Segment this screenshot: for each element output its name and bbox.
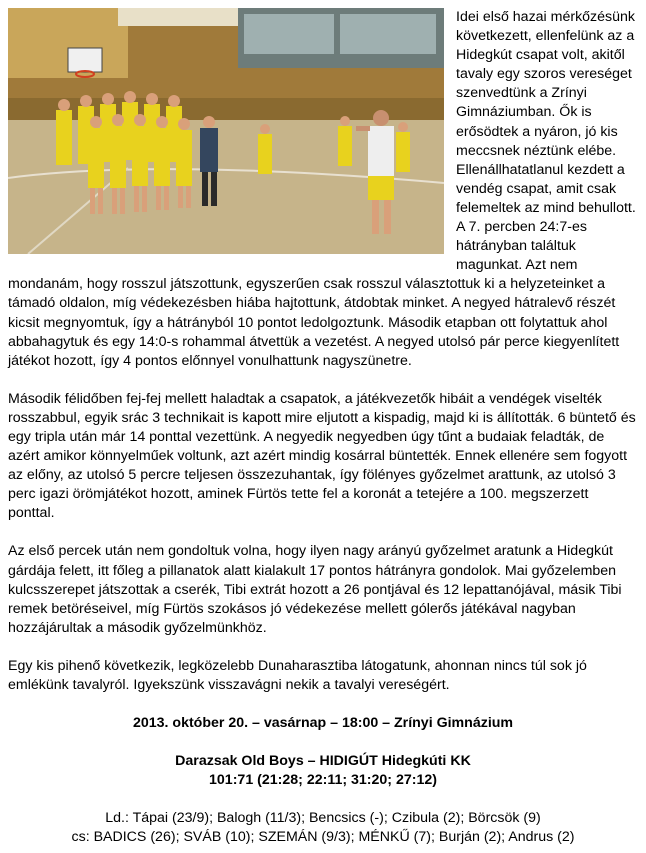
paragraph-4: Egy kis pihenő következik, legközelebb Dunaharasztiba látogatunk, ahonnan nincs túl sok jó emlékünk tavalyról. Igyekszünk visszavágni nekik a tavalyi vereségért. (8, 657, 587, 693)
paragraph-1: Idei első hazai mérkőzésünk következett, ellenfelünk az a Hidegkút csapat volt, akitől tavaly egy szoros vereséget szenvedtünk a Zrínyi Gimnáziumban. Ők is erősödtek a nyáron, jó kis meccsnek néztünk elébe. Ellenállhatatlanul kezdett a vendég csapat, amit csak felemeltek az mind behullott. A 7. percben 24:7-es hátrányban találtuk magunkat. Azt nem mondanám, hogy rosszul játszottunk, egyszerűen csak rosszul választottuk ki a helyzeteinket a támadó oldalon, míg védekezésben hiába hajtottunk, átdobtak minket. A negyed hátralevő részét kicsit megnyomtuk, így a hátrányból 10 pontot ledolgoztunk. Második etapban ott folytattuk ahol abbahagytuk és egy 14:0-s rohammal átvettük a vezetést. A negyed utolsó pár perce kiegyenlített játékot hozott, így 4 pontos előnnyel vonulhattunk nagyszünetre. (8, 9, 636, 369)
match-score: 101:71 (21:28; 22:11; 31:20; 27:12) (209, 772, 437, 789)
roster-starters: Ld.: Tápai (23/9); Balogh (11/3); Bencsics (-); Czibula (2); Börcsök (9) (105, 810, 541, 827)
roster-bench: cs: BADICS (26); SVÁB (10); SZEMÁN (9/3); MÉNKŰ (7); Burján (2); Andrus (2) (71, 829, 575, 846)
team-photo-illustration (8, 8, 444, 254)
match-date-line: 2013. október 20. – vasárnap – 18:00 – Zrínyi Gimnázium (132, 715, 514, 732)
paragraph-3: Az első percek után nem gondoltuk volna, hogy ilyen nagy arányú győzelmet aratunk a Hidegkút gárdája felett, itt főleg a pillanatok alatt kialakult 17 pontos hátrányra gondolok. Mai győzelemben kulcsszerepet játszottak a cserék, Tibi extrát hozott a 26 pontjával és 12 lepattanójával, másik Tibi remek betöréseivel, míg Fürtös szokásos jó védekezése mellett gólerős játékával nagyban hozzájárultak a második győzelmünkhöz. (8, 543, 622, 636)
paragraph-2: Második félidőben fej-fej mellett haladtak a csapatok, a játékvezetők hibáit a vendégek viselték rosszabbul, egyik srác 3 technikait is kapott mire eljutott a kispadig, majd ki is állították. 6 büntető és egy tripla után már 14 ponttal vezettünk. A negyedik negyedben úgy tűnt a budaiak feladták, de azért amikor könnyelműek voltunk, azt azért mindig kosárral büntették. Ennek ellenére sem fogyott az előny, az utolsó 5 percre teljesen összezuhantak, így fölényes győzelmet arattunk, az utolsó 3 perc igazi örömjátékot hozott, aminek Fürtös tette fel a koronát a tetejére a 100. megszerzett ponttal. (8, 390, 636, 522)
match-teams: Darazsak Old Boys – HIDIGÚT Hidegkúti KK (175, 753, 471, 770)
team-photo (8, 8, 444, 254)
